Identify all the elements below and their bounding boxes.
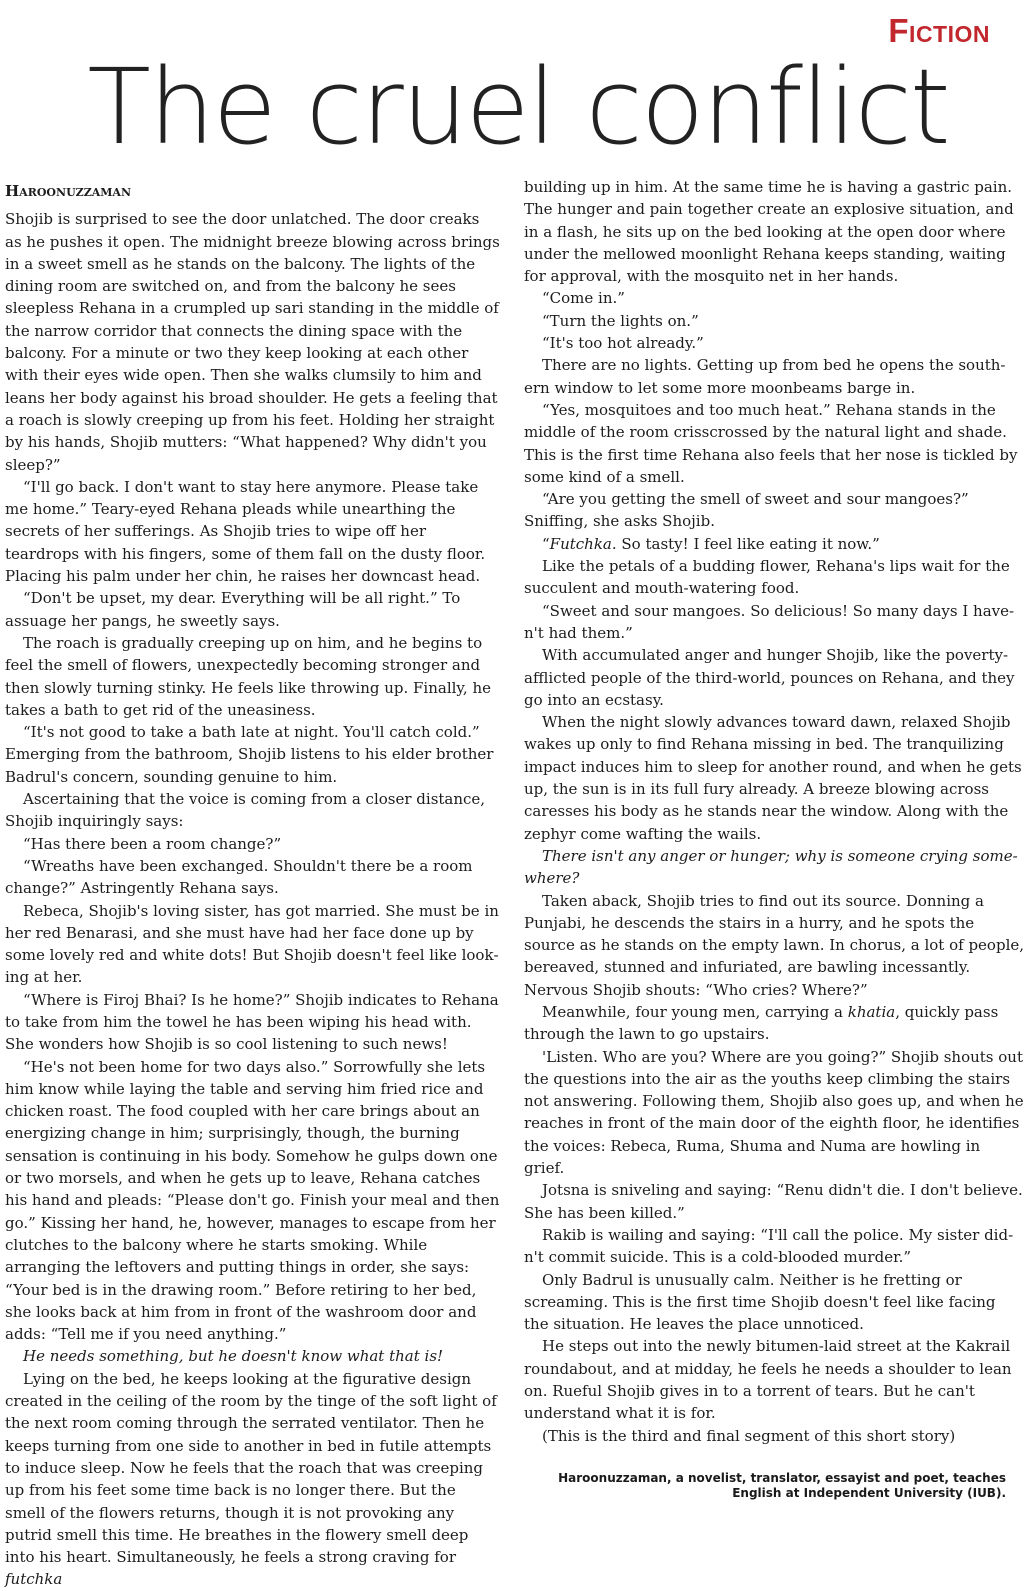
- italic-word: futchka: [5, 1570, 63, 1589]
- paragraph: Taken aback, Shojib tries to find out its source. Donning a Punjabi, he descends the stairs in a hurry, and he spots the source as he stands on the empty lawn. In chorus, a lot of people, bereaved, stunned and infuriated, are bawling incessantly. Nervous Shojib shouts: “Who cries? Where?”: [524, 891, 1025, 999]
- paragraph-text: Meanwhile, four young men, carrying a: [542, 1002, 848, 1021]
- quote-open: “: [542, 534, 550, 553]
- paragraph: Only Badrul is unusually calm. Neither is he fretting or screaming. This is the first time Shojib doesn't feel like facing the situation. He leaves the place unnoticed.: [524, 1270, 996, 1334]
- paragraph: “Has there been a room change?”: [23, 834, 282, 853]
- paragraph: 'Listen. Who are you? Where are you going?” Shojib shouts out the questions into the air as the youths keep climbing the stairs not answering. Following them, Shojib also goes up, and when he reaches in front of the main door of the eighth floor, he identifies the voices: Rebeca, Ruma, Shuma and Numa are howling in grief.: [524, 1047, 1024, 1178]
- paragraph: When the night slowly advances toward dawn, relaxed Shojib wakes up only to find Rehana missing in bed. The tranquilizing impact induces him to sleep for another round, and when he gets up, the sun is in its full fury already. A breeze blowing across caresses his body as he stands near the window. Along with the zephyr come wafting the wails.: [524, 713, 1022, 843]
- paragraph: Rakib is wailing and saying: “I'll call the police. My sister didn't commit suicide. This is a cold-blooded murder.”: [524, 1225, 1014, 1267]
- paragraph: Ascertaining that the voice is coming from a closer distance, Shojib inquiringly says:: [5, 790, 486, 831]
- segment-note: (This is the third and final segment of this short story): [542, 1426, 956, 1445]
- paragraph: [5, 1368, 500, 1591]
- italic-word: Futchka: [549, 534, 612, 553]
- paragraph: “Sweet and sour mangoes. So delicious! So many days I haven't had them.”: [524, 601, 1015, 642]
- paragraph: “Yes, mosquitoes and too much heat.” Rehana stands in the middle of the room crisscrossed by the natural light and shade. This is the first time Rehana also feels that her nose is tickled by some kind of a smell.: [524, 400, 1018, 486]
- author-bio: Haroonuzzaman, a novelist, translator, essayist and poet, teaches English at Independent University (IUB).: [558, 1471, 1006, 1500]
- left-column: [5, 176, 500, 1591]
- paragraph: [524, 1001, 1024, 1046]
- paragraph: With accumulated anger and hunger Shojib, like the poverty-afflicted people of the third-world, pounces on Rehana, and they go into an ecstasy.: [524, 646, 1015, 709]
- paragraph: The roach is gradually creeping up on him, and he begins to feel the smell of flowers, unexpectedly becoming stronger and then slowly turning stinky. He feels like throwing up. Finally, he takes a bath to get rid of the uneasiness.: [5, 633, 491, 719]
- paragraph: Shojib is surprised to see the door unlatched. The door creaks as he pushes it open. The midnight breeze blowing across brings in a sweet smell as he stands on the balcony. The lights of the dining room are switched on, and from the balcony he sees sleepless Rehana in a crumpled up sari standing in the middle of the narrow corridor that connects the dining space with the balcony. For a minute or two they keep looking at each other with their eyes wide open. Then she walks clumsily to him and leans her body against his broad shoulder. He gets a feeling that a roach is slowly creeping up from his feet. Holding her straight by his hands, Shojib mutters: “What happened? Why didn't you sleep?”: [5, 210, 500, 474]
- italic-thought: He needs something, but he doesn't know what that is!: [23, 1347, 444, 1366]
- paragraph: Rebeca, Shojib's loving sister, has got married. She must be in her red Benarasi, and she must have had her face done up by some lovely red and white dots! But Shojib doesn't feel like looking at her.: [5, 901, 499, 987]
- paragraph: “He's not been home for two days also.” Sorrowfully she lets him know while laying the table and serving him fried rice and chicken roast. The food coupled with her care brings about an energizing change in him; surprisingly, though, the burning sensation is continuing in his body. Somehow he gulps down one or two morsels, and when he gets up to leave, Rehana catches his hand and pleads: “Please don't go. Finish your meal and then go.” Kissing her hand, he, however, manages to escape from her clutches to the balcony where he starts smoking. While arranging the leftovers and putting things in order, she says: “Your bed is in the drawing room.” Before retiring to her bed, she looks back at him from in front of the washroom door and adds: “Tell me if you need anything.”: [5, 1057, 500, 1344]
- section-label: Fiction: [888, 12, 990, 49]
- story-headline: The cruel conflict: [87, 46, 949, 168]
- paragraph: “It's not good to take a bath late at night. You'll catch cold.” Emerging from the bathroom, Shojib listens to his elder brother Badrul's concern, sounding genuine to him.: [5, 723, 494, 786]
- paragraph: [524, 533, 1024, 555]
- italic-word: khatia: [847, 1002, 896, 1021]
- paragraph: building up in him. At the same time he is having a gastric pain. The hunger and pain together create an explosive situation, and in a flash, he sits up on the bed looking at the open door where under the mellowed moonlight Rehana keeps standing, waiting for approval, with the mosquito net in her hands.: [524, 178, 1014, 286]
- paragraph: “Don't be upset, my dear. Everything will be all right.” To assuage her pangs, he sweetly says.: [5, 589, 461, 630]
- paragraph: “Wreaths have been exchanged. Shouldn't there be a room change?” Astringently Rehana says.: [5, 856, 473, 898]
- right-column: [524, 176, 1024, 1447]
- paragraph: “Are you getting the smell of sweet and sour mangoes?” Sniffing, she asks Shojib.: [524, 490, 969, 531]
- paragraph: “Turn the lights on.”: [542, 311, 699, 330]
- paragraph: “Where is Firoj Bhai? Is he home?” Shojib indicates to Rehana to take from him the towel he has been wiping his head with. She wonders how Shojib is so cool listening to such news!: [5, 990, 499, 1054]
- paragraph: Jotsna is sniveling and saying: “Renu didn't die. I don't believe. She has been killed.”: [524, 1181, 1023, 1222]
- paragraph-text: . So tasty! I feel like eating it now.”: [611, 534, 880, 553]
- paragraph-text: , quickly pass through the lawn to go upstairs.: [524, 1002, 999, 1044]
- paragraph: He steps out into the newly bitumen-laid street at the Kakrail roundabout, and at midday, he feels he needs a shoulder to lean on. Rueful Shojib gives in to a torrent of tears. But he can't understand what it is for.: [524, 1337, 1012, 1423]
- italic-thought: There isn't any anger or hunger; why is someone crying somewhere?: [524, 846, 1018, 888]
- paragraph: There are no lights. Getting up from bed he opens the southern window to let some more moonbeams barge in.: [524, 356, 1006, 397]
- author-byline: Haroonuzzaman: [5, 182, 132, 200]
- paragraph: “Come in.”: [542, 289, 625, 308]
- paragraph: “It's too hot already.”: [542, 334, 704, 353]
- paragraph: “I'll go back. I don't want to stay here anymore. Please take me home.” Teary-eyed Rehana pleads while unearthing the secrets of her sufferings. As Shojib tries to wipe off her teardrops with his fingers, some of them fall on the dusty floor. Placing his palm under her chin, he raises her downcast head.: [5, 477, 486, 586]
- paragraph: Like the petals of a budding flower, Rehana's lips wait for the succulent and mouth-watering food.: [524, 557, 1010, 598]
- paragraph-text: Lying on the bed, he keeps looking at the figurative design created in the ceiling of the room by the tinge of the soft light of the next room coming through the serrated ventilator. Then he keeps turning from one side to another in bed in futile attempts to induce sleep. Now he feels that the roach that was creeping up from his feet some time back is no longer there. But the smell of the flowers returns, though it is not provoking any putrid smell this time. He breathes in the flowery smell deep into his heart. Simultaneously, he feels a strong craving for: [5, 1369, 497, 1567]
